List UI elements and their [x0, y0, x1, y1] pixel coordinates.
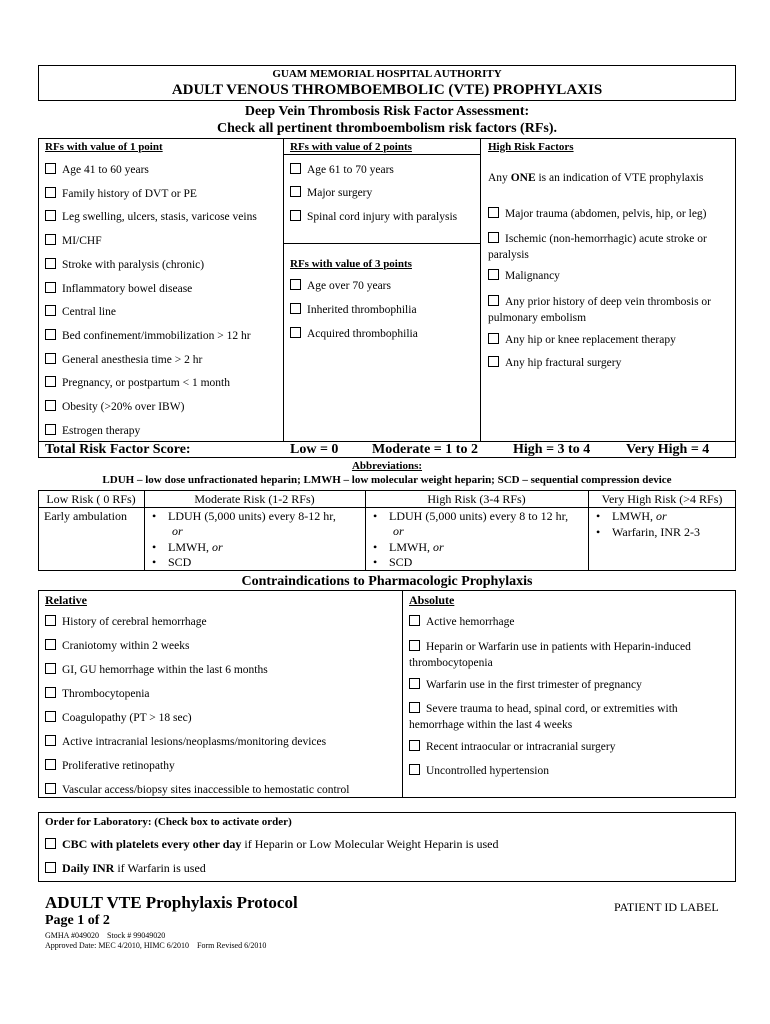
checkbox[interactable]: [45, 187, 56, 198]
checkbox[interactable]: [45, 353, 56, 364]
rf1-item[interactable]: [45, 305, 116, 319]
relative-label: Proliferative retinopathy: [62, 760, 175, 772]
high-risk-label: Malignancy: [505, 270, 560, 282]
absolute-item[interactable]: [409, 615, 514, 629]
high-risk-item[interactable]: [488, 294, 732, 326]
absolute-label: Severe trauma to head, spinal cord, or extremities with hemorrhage within the last 4 weeks: [409, 703, 678, 731]
relative-label: Craniotomy within 2 weeks: [62, 640, 190, 652]
rf1-label: Stroke with paralysis (chronic): [62, 258, 205, 271]
checkbox[interactable]: [488, 333, 499, 344]
checkbox[interactable]: [290, 186, 301, 197]
checkbox[interactable]: [488, 269, 499, 280]
high-risk-item[interactable]: [488, 269, 560, 283]
total-score-label: Total Risk Factor Score:: [45, 442, 191, 457]
relative-header: Relative: [45, 593, 87, 607]
form-number: GMHA #049020 Stock # 99049020: [45, 931, 166, 940]
checkbox[interactable]: [45, 838, 56, 849]
approval-info: Approved Date: MEC 4/2010, HIMC 6/2010 Form Revised 6/2010: [45, 941, 267, 950]
contra-divider: [402, 590, 403, 798]
relative-label: Active intracranial lesions/neoplasms/monitoring devices: [62, 736, 327, 748]
checkbox[interactable]: [45, 234, 56, 245]
checkbox[interactable]: [45, 783, 56, 794]
abbreviations-text: LDUH – low dose unfractionated heparin; LMWH – low molecular weight heparin; SCD – sequential compression device: [102, 474, 672, 486]
high-risk-item[interactable]: [488, 333, 676, 347]
checkbox[interactable]: [45, 210, 56, 221]
col-divider-2: [480, 138, 481, 442]
rf1-item[interactable]: [45, 329, 251, 343]
checkbox[interactable]: [45, 759, 56, 770]
relative-item[interactable]: [45, 615, 207, 629]
checkbox[interactable]: [45, 163, 56, 174]
relative-label: History of cerebral hemorrhage: [62, 616, 207, 628]
high-risk-item[interactable]: [488, 231, 732, 263]
risk-high-line: • LDUH (5,000 units) every 8 to 12 hr,: [373, 509, 568, 524]
rf1-label: General anesthesia time > 2 hr: [62, 353, 203, 366]
risk-moderate-line: • SCD: [152, 555, 191, 570]
checkbox[interactable]: [45, 400, 56, 411]
lab-order-inr[interactable]: Daily INR if Warfarin is used: [45, 861, 206, 875]
relative-item[interactable]: [45, 783, 349, 797]
checkbox[interactable]: [488, 295, 499, 306]
risk-header-very-high: Very High Risk (>4 RFs): [601, 492, 723, 506]
rf1-label: Central line: [62, 306, 116, 319]
rf1-item[interactable]: [45, 400, 184, 414]
rf1-item[interactable]: [45, 376, 230, 390]
lab-order-cbc[interactable]: CBC with platelets every other day if Heparin or Low Molecular Weight Heparin is used: [45, 837, 499, 851]
relative-item[interactable]: [45, 711, 192, 725]
assessment-heading-2: Check all pertinent thromboembolism risk factors (RFs).: [217, 121, 557, 136]
checkbox[interactable]: [409, 702, 420, 713]
relative-label: Vascular access/biopsy sites inaccessible to hemostatic control: [62, 784, 350, 796]
rf3-label: Inherited thrombophilia: [307, 304, 417, 316]
checkbox[interactable]: [488, 232, 499, 243]
rf1-label: Inflammatory bowel disease: [62, 282, 193, 295]
col3-header: High Risk Factors: [488, 141, 574, 153]
rf2-item[interactable]: [290, 210, 457, 224]
rf1-item[interactable]: [45, 163, 149, 177]
high-risk-note: Any ONE is an indication of VTE prophylaxis: [488, 172, 704, 184]
checkbox[interactable]: [290, 210, 301, 221]
rf1-label: MI/CHF: [62, 235, 102, 248]
checkbox[interactable]: [45, 711, 56, 722]
rf1-label: Age 41 to 60 years: [62, 164, 149, 176]
score-very-high: Very High = 4: [626, 442, 710, 457]
checkbox[interactable]: [45, 615, 56, 626]
relative-item[interactable]: [45, 735, 326, 749]
checkbox[interactable]: [45, 687, 56, 698]
risk-very-high-line: • Warfarin, INR 2-3: [596, 525, 700, 540]
score-moderate: Moderate = 1 to 2: [372, 442, 478, 457]
absolute-label: Warfarin use in the first trimester of pregnancy: [426, 679, 642, 691]
abbreviations-title: Abbreviations:: [351, 460, 423, 472]
high-risk-label: Ischemic (non-hemorrhagic) acute stroke or paralysis: [488, 233, 707, 261]
high-risk-label: Any prior history of deep vein thrombosis or pulmonary embolism: [488, 296, 712, 324]
absolute-item[interactable]: [409, 678, 642, 692]
checkbox[interactable]: [409, 640, 420, 651]
risk-header-low: Low Risk ( 0 RFs): [46, 492, 136, 506]
absolute-label: Heparin or Warfarin use in patients with Heparin-induced thrombocytopenia: [409, 641, 691, 669]
risk-moderate-line: • LDUH (5,000 units) every 8-12 hr,: [152, 509, 336, 524]
risk-header-moderate: Moderate Risk (1-2 RFs): [194, 492, 315, 506]
rf2-item[interactable]: [290, 163, 394, 177]
score-high: High = 3 to 4: [513, 442, 591, 457]
org-name: GUAM MEMORIAL HOSPITAL AUTHORITY: [272, 68, 502, 80]
risk-header-high: High Risk (3-4 RFs): [427, 492, 526, 506]
absolute-label: Recent intraocular or intracranial surgery: [426, 741, 616, 753]
rf1-item[interactable]: [45, 210, 257, 224]
rf1-label: Family history of DVT or PE: [62, 187, 197, 200]
high-risk-item[interactable]: [488, 207, 707, 221]
relative-label: Coagulopathy (PT > 18 sec): [62, 712, 192, 724]
relative-item[interactable]: [45, 663, 268, 677]
rf1-item[interactable]: [45, 187, 197, 201]
checkbox[interactable]: [290, 279, 301, 290]
absolute-item[interactable]: [409, 701, 729, 733]
form-title: ADULT VENOUS THROMBOEMBOLIC (VTE) PROPHYLAXIS: [171, 82, 603, 98]
risk-high-line: • LMWH, or: [373, 540, 444, 555]
rf1-label: Estrogen therapy: [62, 424, 141, 437]
rf2-label: Major surgery: [307, 187, 373, 199]
checkbox[interactable]: [45, 258, 56, 269]
checkbox[interactable]: [45, 639, 56, 650]
relative-item[interactable]: [45, 759, 175, 773]
checkbox[interactable]: [45, 282, 56, 293]
checkbox[interactable]: [45, 329, 56, 340]
absolute-item[interactable]: [409, 639, 729, 671]
rf3-item[interactable]: [290, 303, 417, 317]
checkbox[interactable]: [45, 735, 56, 746]
high-risk-label: Any hip or knee replacement therapy: [505, 334, 676, 346]
rf3-item[interactable]: [290, 279, 391, 293]
patient-id-label: PATIENT ID LABEL: [614, 900, 719, 914]
rf1-label: Pregnancy, or postpartum < 1 month: [62, 377, 230, 390]
rf1-item[interactable]: [45, 424, 140, 438]
relative-label: GI, GU hemorrhage within the last 6 months: [62, 664, 268, 676]
rf1-item[interactable]: [45, 258, 204, 272]
checkbox[interactable]: [290, 303, 301, 314]
rf3-label: Age over 70 years: [307, 280, 391, 292]
col2b-header: RFs with value of 3 points: [290, 258, 412, 270]
checkbox[interactable]: [290, 327, 301, 338]
checkbox[interactable]: [45, 305, 56, 316]
checkbox[interactable]: [409, 678, 420, 689]
risk-high-line: • SCD: [373, 555, 412, 570]
contraindications-title: Contraindications to Pharmacologic Prophylaxis: [241, 574, 533, 589]
rf1-item[interactable]: [45, 234, 102, 248]
absolute-header: Absolute: [409, 593, 455, 607]
rf3-label: Acquired thrombophilia: [307, 328, 418, 340]
col2-split-line: [283, 243, 480, 244]
risk-moderate-line: • LMWH, or: [152, 540, 223, 555]
relative-item[interactable]: [45, 687, 150, 701]
checkbox[interactable]: [488, 356, 499, 367]
checkbox[interactable]: [45, 862, 56, 873]
rf1-item[interactable]: [45, 282, 192, 296]
col1-header: RFs with value of 1 point: [45, 141, 163, 153]
high-risk-label: Major trauma (abdomen, pelvis, hip, or leg): [505, 208, 707, 220]
checkbox[interactable]: [409, 764, 420, 775]
rf1-item[interactable]: [45, 353, 202, 367]
score-low: Low = 0: [290, 442, 339, 457]
col2-header: RFs with value of 2 points: [290, 141, 412, 153]
rf1-label: Leg swelling, ulcers, stasis, varicose veins: [62, 211, 257, 224]
absolute-label: Active hemorrhage: [426, 616, 515, 628]
assessment-heading-1: Deep Vein Thrombosis Risk Factor Assessment:: [244, 104, 530, 119]
absolute-label: Uncontrolled hypertension: [426, 765, 549, 777]
protocol-title: ADULT VTE Prophylaxis Protocol: [45, 893, 298, 912]
lab-order-title: Order for Laboratory: (Check box to activate order): [45, 816, 292, 828]
checkbox[interactable]: [409, 615, 420, 626]
rf2-item[interactable]: [290, 186, 372, 200]
high-risk-item[interactable]: [488, 356, 621, 370]
risk-moderate-or: or: [172, 524, 183, 538]
risk-very-high-line: • LMWH, or: [596, 509, 667, 524]
checkbox[interactable]: [488, 207, 499, 218]
rf2-label: Spinal cord injury with paralysis: [307, 211, 458, 223]
checkbox[interactable]: [290, 163, 301, 174]
relative-item[interactable]: [45, 639, 189, 653]
risk-high-or: or: [393, 524, 404, 538]
col-divider-1: [283, 138, 284, 442]
checkbox[interactable]: [45, 663, 56, 674]
rf2-label: Age 61 to 70 years: [307, 164, 394, 176]
absolute-item[interactable]: [409, 764, 549, 778]
risk-low-cell: Early ambulation: [44, 509, 127, 523]
checkbox[interactable]: [409, 740, 420, 751]
rf1-label: Obesity (>20% over IBW): [62, 401, 185, 413]
absolute-item[interactable]: [409, 740, 615, 754]
high-risk-label: Any hip fractural surgery: [505, 357, 622, 369]
page-number: Page 1 of 2: [45, 913, 110, 928]
rf1-label: Bed confinement/immobilization > 12 hr: [62, 329, 251, 342]
col2-header-line: [283, 154, 480, 155]
relative-label: Thrombocytopenia: [62, 688, 150, 700]
checkbox[interactable]: [45, 376, 56, 387]
checkbox[interactable]: [45, 424, 56, 435]
rf3-item[interactable]: [290, 327, 418, 341]
risk-table-header-line: [38, 507, 736, 508]
